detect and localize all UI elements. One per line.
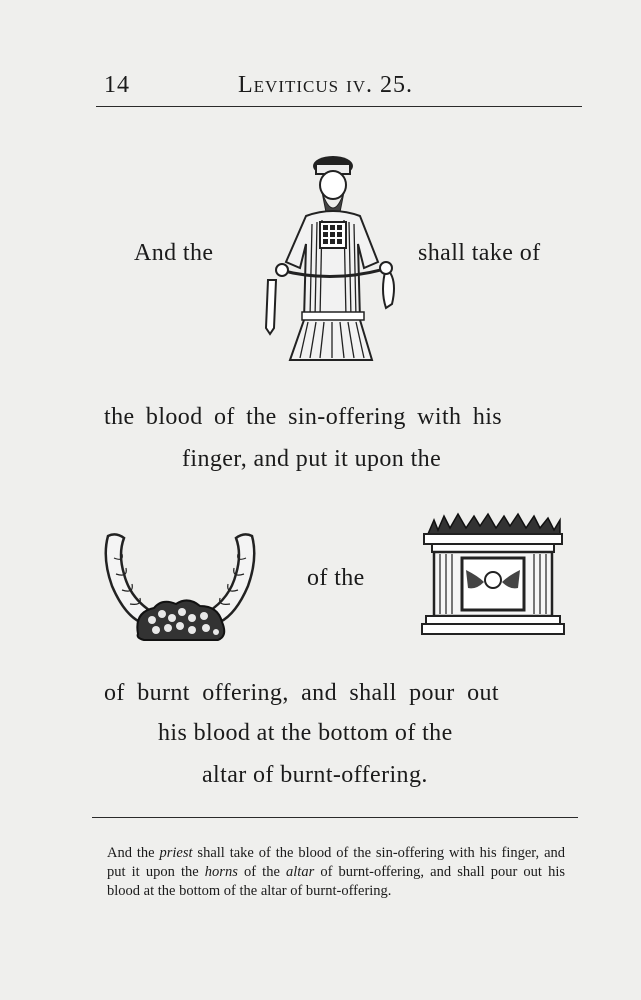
footnote-word-altar: altar <box>286 864 315 880</box>
footnote-word-priest: priest <box>159 845 193 861</box>
rebus-line-burnt-offering: of burnt offering, and shall pour out <box>104 680 499 706</box>
rebus-line-blood: the blood of the sin-offering with his <box>104 404 503 430</box>
rebus-text-of-the: of the <box>307 565 365 591</box>
footnote-part-4: of burnt-offering, and shall pour out his blood at the bottom of the altar of burnt-offering. <box>107 864 565 899</box>
footnote-part-2: shall take of the blood of the sin-offering with his finger, and put it upon the <box>107 845 566 880</box>
footnote-part-1: And the <box>107 845 160 861</box>
page-header <box>96 66 582 106</box>
rebus-text-and-the: And the <box>134 240 214 266</box>
rebus-text-shall-take-of: shall take of <box>418 240 541 266</box>
priest-illustration <box>260 152 406 366</box>
footnote-word-horns: horns <box>204 864 238 880</box>
footnote-paragraph <box>107 844 565 901</box>
horns-illustration <box>100 528 260 644</box>
rebus-line-his-blood: his blood at the bottom of the <box>158 720 453 746</box>
header-rule <box>96 106 582 107</box>
page-number: 14 <box>104 72 130 98</box>
footnote-rule <box>92 817 578 818</box>
altar-illustration <box>420 512 566 642</box>
rebus-line-finger: finger, and put it upon the <box>182 446 442 472</box>
footnote-text <box>107 844 565 901</box>
rebus-line-altar: altar of burnt-offering. <box>202 762 428 788</box>
footnote-part-3: of the <box>237 864 287 880</box>
running-head: Leviticus iv. 25. <box>238 72 414 98</box>
